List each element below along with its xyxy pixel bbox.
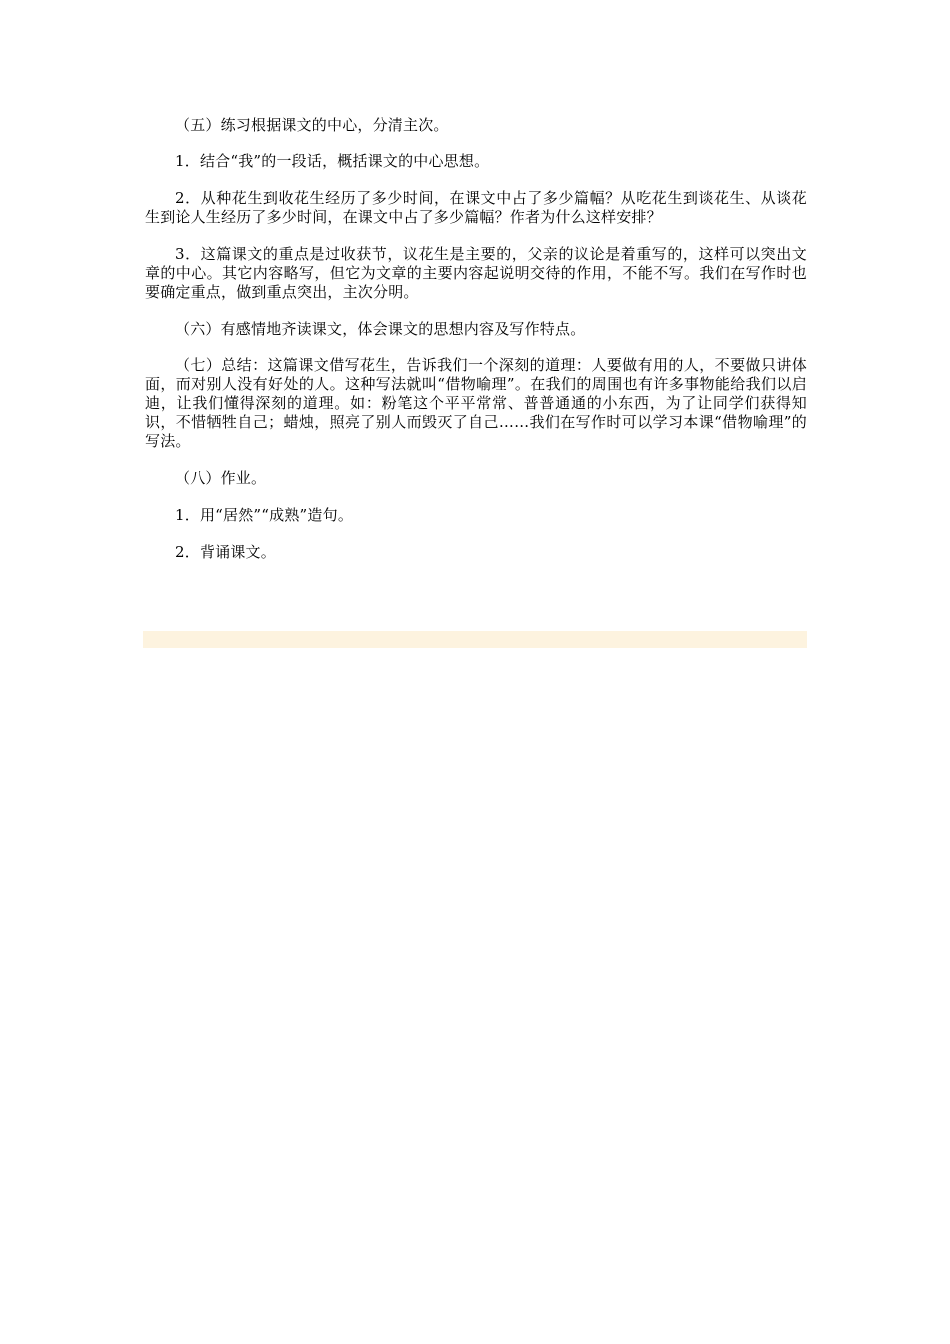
section-heading-homework: （八）作业。 [175,469,267,487]
document-body [145,116,807,562]
summary-paragraph: （七）总结：这篇课文借写花生，告诉我们一个深刻的道理：人要做有用的人，不要做只讲体面，而对别人没有好处的人。这种写法就叫“借物喻理”。在我们的周围也有许多事物能给我们以启迪，让我们懂得深刻的道理。如：粉笔这个平平常常、普普通通的小东西，为了让同学们获得知识，不惜牺牲自己；蜡烛，照亮了别人而毁灭了自己……我们在写作时可以学习本课“借物喻理”的写法。 [145,356,807,450]
exercise-item-3: 3．这篇课文的重点是过收获节，议花生是主要的，父亲的议论是着重写的，这样可以突出文章的中心。其它内容略写，但它为文章的主要内容起说明交待的作用，不能不写。我们在写作时也要确定重点，做到重点突出，主次分明。 [145,245,807,301]
homework-item-1: 1．用“居然”“成熟”造句。 [175,506,354,524]
footer-band [143,631,807,648]
section-heading-six: （六）有感情地齐读课文，体会课文的思想内容及写作特点。 [175,320,586,338]
exercise-item-2: 2．从种花生到收花生经历了多少时间，在课文中占了多少篇幅？从吃花生到谈花生、从谈花生到论人生经历了多少时间，在课文中占了多少篇幅？作者为什么这样安排？ [145,189,807,226]
section-heading-five: （五）练习根据课文的中心，分清主次。 [175,116,449,134]
homework-item-2: 2．背诵课文。 [175,543,276,561]
exercise-item-1: 1．结合“我”的一段话，概括课文的中心思想。 [175,152,490,170]
